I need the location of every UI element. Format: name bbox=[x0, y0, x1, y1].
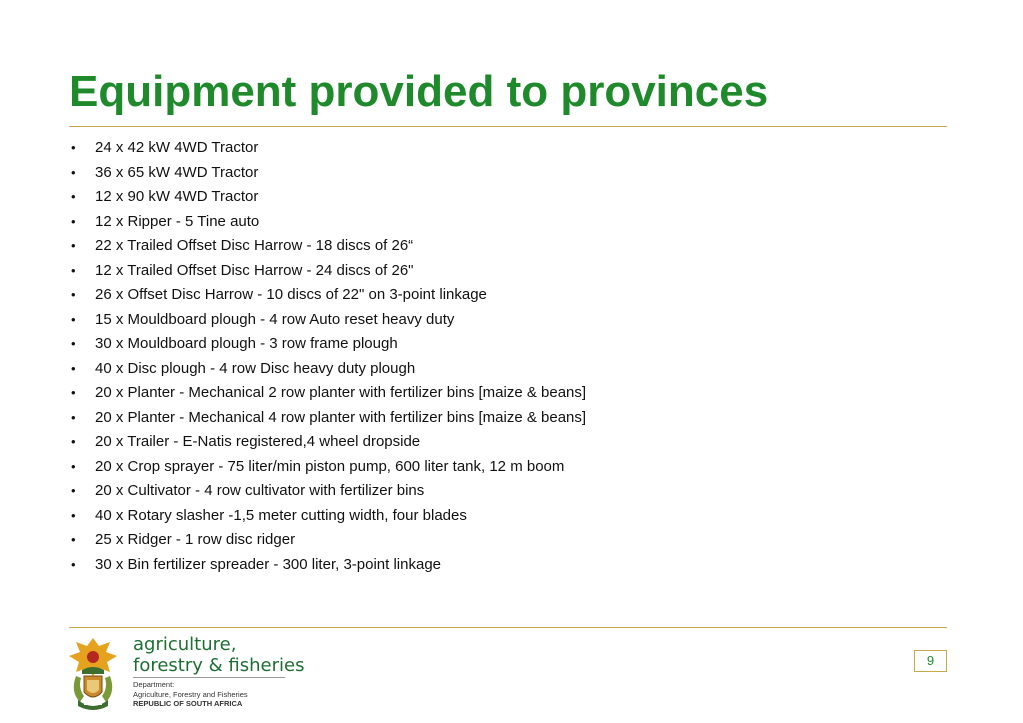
slide-title: Equipment provided to provinces bbox=[69, 67, 769, 116]
list-item-text: 20 x Cultivator - 4 row cultivator with fertilizer bins bbox=[95, 482, 425, 499]
bullet-marker: • bbox=[71, 238, 76, 253]
equipment-list bbox=[69, 136, 586, 577]
list-item bbox=[69, 455, 586, 480]
department-label: Department: bbox=[133, 680, 175, 689]
list-item-text: 24 x 42 kW 4WD Tractor bbox=[95, 139, 259, 156]
list-item bbox=[69, 234, 586, 259]
list-item-text: 20 x Planter - Mechanical 4 row planter with fertilizer bins [maize & beans] bbox=[95, 408, 587, 426]
list-item-text: 26 x Offset Disc Harrow - 10 discs of 22" on 3-point linkage bbox=[95, 286, 487, 303]
brand-divider bbox=[133, 677, 285, 678]
title-divider bbox=[69, 126, 947, 127]
bullet-marker: • bbox=[71, 360, 76, 376]
list-item bbox=[69, 210, 586, 235]
bullet-marker: • bbox=[71, 434, 76, 449]
country-name: REPUBLIC OF SOUTH AFRICA bbox=[133, 699, 243, 708]
list-item bbox=[69, 430, 586, 455]
brand-line-2: forestry & fisheries bbox=[133, 655, 305, 676]
list-item bbox=[69, 259, 586, 284]
list-item bbox=[69, 332, 586, 357]
bullet-marker: • bbox=[71, 311, 76, 327]
list-item-text: 15 x Mouldboard plough - 4 row Auto reset heavy duty bbox=[95, 310, 455, 328]
brand-wordmark bbox=[133, 634, 304, 676]
list-item-text: 20 x Planter - Mechanical 2 row planter with fertilizer bins [maize & beans] bbox=[95, 384, 587, 401]
list-item bbox=[69, 381, 586, 406]
list-item-text: 25 x Ridger - 1 row disc ridger bbox=[95, 531, 296, 548]
list-item-text: 12 x 90 kW 4WD Tractor bbox=[95, 188, 259, 205]
bullet-marker: • bbox=[71, 532, 76, 547]
bullet-marker: • bbox=[71, 458, 76, 474]
bullet-marker: • bbox=[71, 336, 76, 351]
bullet-marker: • bbox=[71, 287, 76, 302]
department-name: Agriculture, Forestry and Fisheries bbox=[133, 689, 248, 699]
list-item bbox=[69, 357, 586, 382]
bullet-marker: • bbox=[71, 409, 76, 425]
list-item-text: 22 x Trailed Offset Disc Harrow - 18 discs of 26“ bbox=[95, 237, 414, 254]
bullet-marker: • bbox=[71, 483, 76, 498]
list-item bbox=[69, 406, 586, 431]
bullet-marker: • bbox=[71, 507, 76, 523]
list-item bbox=[69, 504, 586, 529]
list-item bbox=[69, 136, 586, 161]
list-item-text: 30 x Mouldboard plough - 3 row frame plough bbox=[95, 335, 398, 352]
list-item bbox=[69, 283, 586, 308]
list-item-text: 12 x Trailed Offset Disc Harrow - 24 discs of 26" bbox=[95, 261, 414, 279]
list-item-text: 20 x Crop sprayer - 75 liter/min piston pump, 600 liter tank, 12 m boom bbox=[95, 457, 565, 475]
list-item bbox=[69, 308, 586, 333]
list-item-text: 40 x Rotary slasher -1,5 meter cutting width, four blades bbox=[95, 506, 467, 524]
list-item-text: 36 x 65 kW 4WD Tractor bbox=[95, 163, 259, 181]
bullet-marker: • bbox=[71, 556, 76, 572]
list-item bbox=[69, 161, 586, 186]
bullet-marker: • bbox=[71, 189, 76, 204]
list-item bbox=[69, 479, 586, 504]
list-item-text: 30 x Bin fertilizer spreader - 300 liter, 3-point linkage bbox=[95, 555, 442, 573]
list-item bbox=[69, 185, 586, 210]
department-info bbox=[133, 680, 248, 709]
bullet-marker: • bbox=[71, 262, 76, 278]
list-item-text: 40 x Disc plough - 4 row Disc heavy duty plough bbox=[95, 359, 416, 377]
footer-divider bbox=[69, 627, 947, 628]
bullet-marker: • bbox=[71, 164, 76, 180]
list-item-text: 20 x Trailer - E-Natis registered,4 wheel dropside bbox=[95, 433, 421, 450]
brand-line-1: agriculture, bbox=[133, 634, 237, 655]
bullet-marker: • bbox=[71, 213, 76, 229]
page-number: 9 bbox=[914, 650, 947, 672]
list-item bbox=[69, 528, 586, 553]
list-item-text: 12 x Ripper - 5 Tine auto bbox=[95, 212, 260, 230]
bullet-marker: • bbox=[71, 385, 76, 400]
coat-of-arms-icon bbox=[66, 636, 120, 710]
bullet-marker: • bbox=[71, 140, 76, 155]
list-item bbox=[69, 553, 586, 578]
